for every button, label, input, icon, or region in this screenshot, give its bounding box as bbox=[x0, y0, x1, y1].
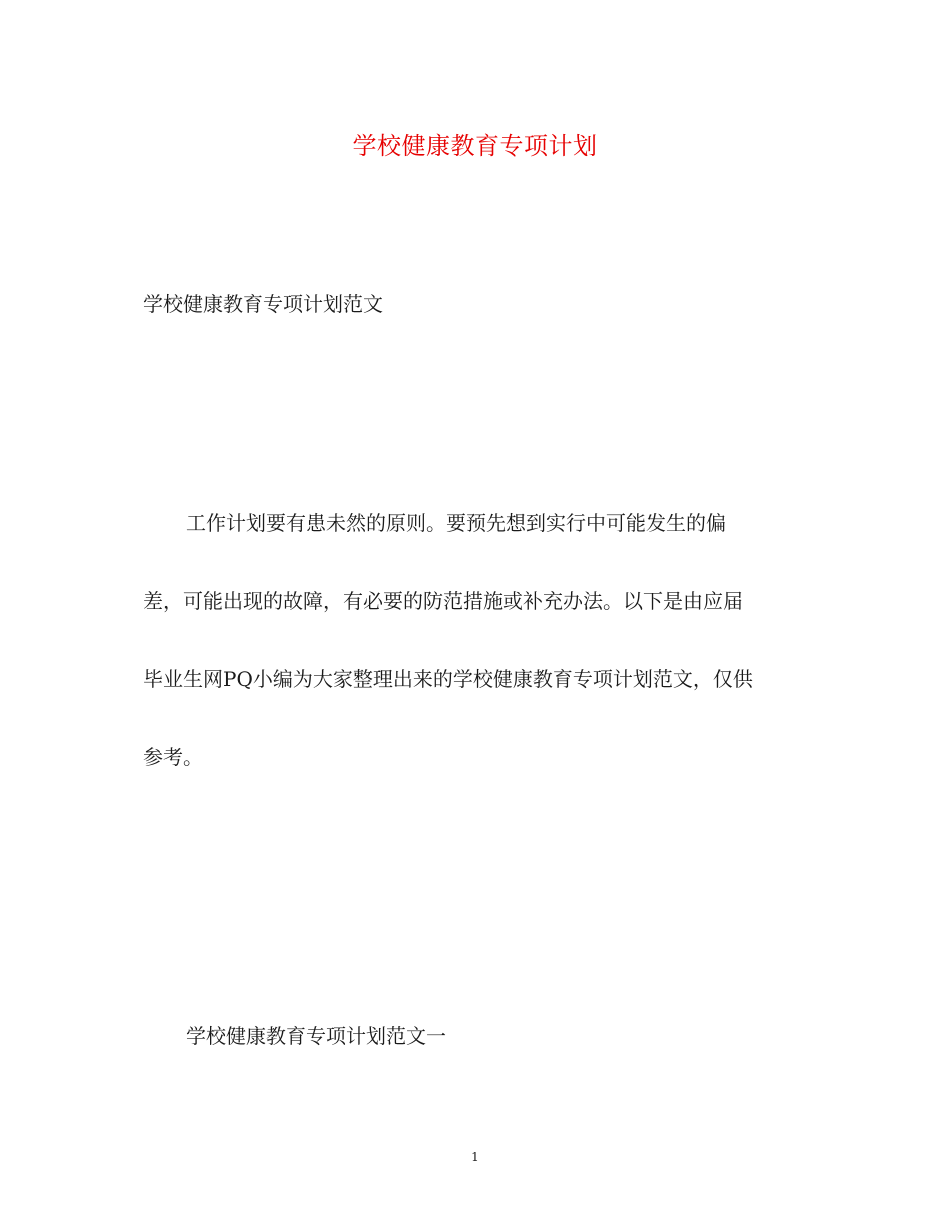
document-title: 学校健康教育专项计划 bbox=[352, 132, 598, 160]
intro-paragraph bbox=[143, 505, 813, 817]
section-heading: 学校健康教育专项计划范文一 bbox=[186, 1024, 446, 1048]
paragraph-line: 工作计划要有患未然的原则。要预先想到实行中可能发生的偏 bbox=[186, 511, 726, 535]
paragraph-line: 毕业生网PQ小编为大家整理出来的学校健康教育专项计划范文，仅供 bbox=[143, 667, 753, 691]
document-subtitle: 学校健康教育专项计划范文 bbox=[143, 292, 383, 316]
paragraph-line: 差，可能出现的故障，有必要的防范措施或补充办法。以下是由应届 bbox=[143, 589, 743, 613]
paragraph-line: 参考。 bbox=[143, 745, 203, 769]
page-number: 1 bbox=[471, 1150, 479, 1164]
